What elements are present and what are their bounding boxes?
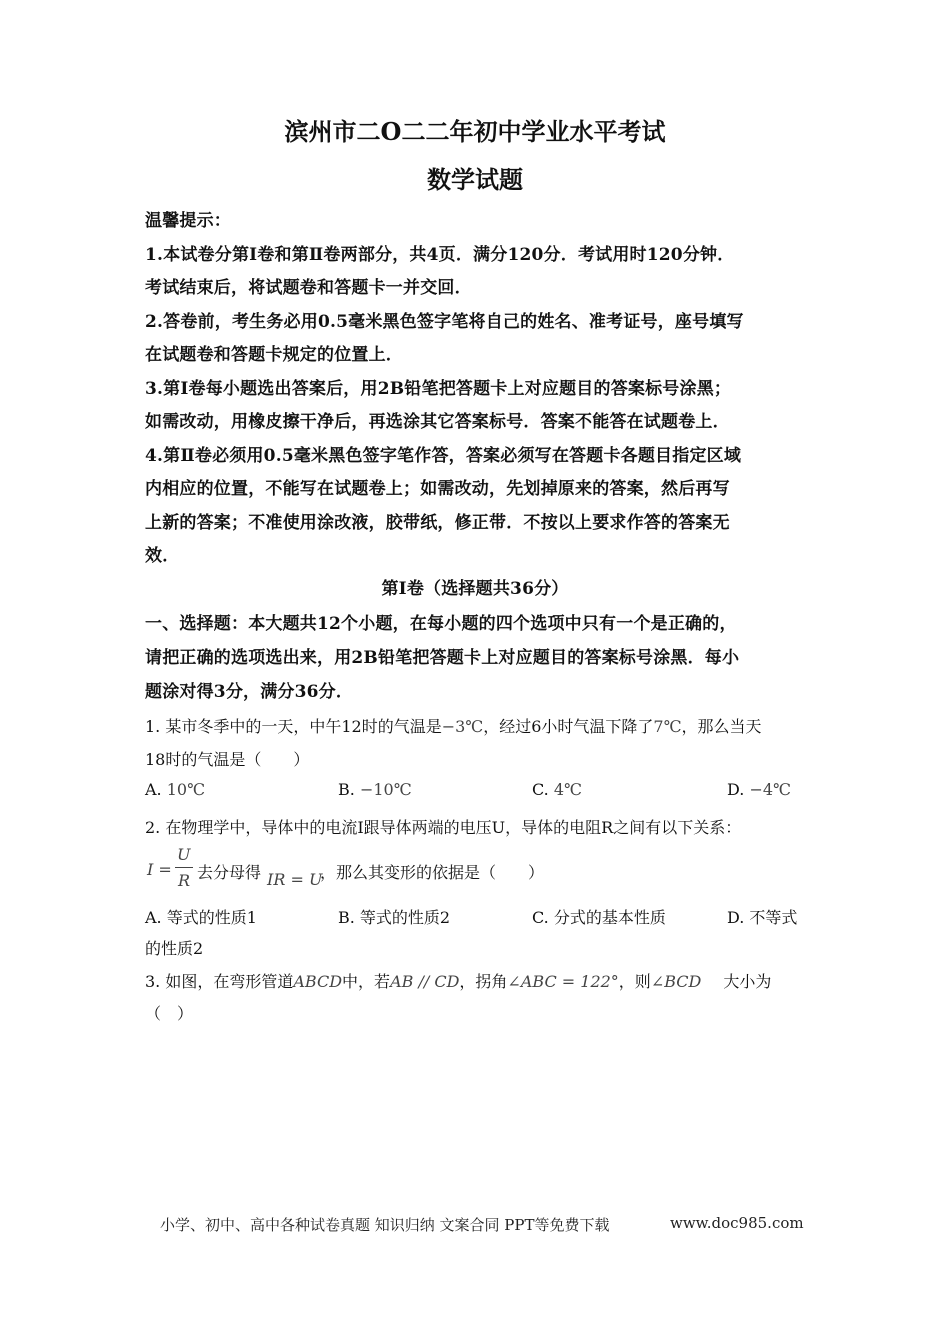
tip-line: 如需改动，用橡皮擦干净后，再选涂其它答案标号．答案不能答在试题卷上． [145, 412, 730, 432]
option-label: A. [145, 780, 167, 799]
q2-option-a[interactable]: A. 等式的性质1 [145, 908, 257, 927]
option-label: B. [338, 780, 360, 799]
q2-option-c[interactable]: C. 分式的基本性质 [532, 908, 666, 927]
option-label: D. [727, 780, 750, 799]
section-intro-line: 请把正确的选项选出来，用2B铅笔把答题卡上对应题目的答案标号涂黑．每小 [145, 648, 740, 668]
q1-temp-noon: −3℃ [441, 717, 484, 736]
tip-line: 1.本试卷分第Ⅰ卷和第Ⅱ卷两部分，共4页．满分120分．考试用时120分钟． [145, 245, 735, 265]
option-value: −10℃ [359, 780, 412, 799]
q2-fraction-denominator: R [178, 871, 191, 890]
section-title: 第Ⅰ卷（选择题共36分） [381, 579, 569, 599]
exam-subtitle: 数学试题 [427, 165, 523, 194]
q3-pipe-label: ABCD [293, 972, 343, 991]
tip-line: 上新的答案；不准使用涂改液，胶带纸，修正带．不按以上要求作答的答案无 [145, 513, 730, 533]
q2-formula-rhs: IR = U [267, 870, 323, 889]
option-value: −4℃ [749, 780, 791, 799]
q2-fraction-numerator: U [177, 845, 191, 864]
q2-text: ，那么其变形的依据是（ ） [320, 863, 545, 882]
q1-option-b[interactable] [338, 780, 412, 799]
q1-text: 1. 某市冬季中的一天，中午12时的气温是 [145, 717, 442, 736]
q2-formula-lhs: I = [147, 860, 172, 879]
q3-text: 3. 如图，在弯形管道 [145, 972, 294, 991]
question-1-line2: 18时的气温是（ ） [145, 750, 310, 769]
footer-ad-text: 小学、初中、高中各种试卷真题 知识归纳 文案合同 PPT等免费下载 [160, 1216, 610, 1234]
q1-option-c[interactable] [532, 780, 582, 799]
q3-text: 大小为 [723, 972, 772, 991]
q1-text: ，经过6小时气温下降了 [483, 717, 654, 736]
q1-temp-drop: 7℃ [653, 717, 682, 736]
q1-text: ，那么当天 [681, 717, 762, 736]
question-1-line1 [145, 714, 761, 737]
q2-option-b[interactable]: B. 等式的性质2 [338, 908, 451, 927]
q2-fraction-bar [175, 867, 193, 868]
question-3-line1 [145, 969, 771, 992]
q2-text: 去分母得 [197, 863, 262, 882]
tip-line: 在试题卷和答题卡规定的位置上． [145, 345, 403, 365]
q2-option-d[interactable]: D. 不等式 [727, 908, 798, 927]
section-intro-line: 题涂对得3分，满分36分． [145, 682, 354, 702]
q1-option-a[interactable] [145, 780, 205, 799]
section-intro-line: 一、选择题：本大题共12个小题，在每小题的四个选项中只有一个是正确的， [145, 614, 737, 634]
tip-line: 4.第Ⅱ卷必须用0.5毫米黑色签字笔作答，答案必须写在答题卡各题目指定区域 [145, 446, 742, 466]
q3-angle-asked: ∠BCD [650, 972, 702, 991]
tip-line: 2.答卷前，考生务必用0.5毫米黑色签字笔将自己的姓名、准考证号，座号填写 [145, 312, 744, 332]
q3-text: 中，若 [342, 972, 391, 991]
question-2-line1: 2. 在物理学中，导体中的电流Ⅰ跟导体两端的电压U，导体的电阻R之间有以下关系： [145, 818, 742, 837]
tips-heading: 温馨提示： [145, 211, 231, 231]
tip-line: 3.第Ⅰ卷每小题选出答案后，用2B铅笔把答题卡上对应题目的答案标号涂黑； [145, 379, 732, 399]
option-value: 10℃ [166, 780, 205, 799]
question-3-line2: （ ） [145, 1004, 194, 1023]
option-label: C. [532, 780, 554, 799]
q2-option-d-wrap: 的性质2 [145, 939, 204, 958]
tip-line: 考试结束后，将试题卷和答题卡一并交回． [145, 278, 472, 298]
q3-parallel-condition: AB // CD [390, 972, 460, 991]
q3-text: ，则 [618, 972, 651, 991]
q3-angle-given: ∠ABC = 122° [507, 972, 619, 991]
footer-website-link[interactable]: www.doc985.com [670, 1214, 804, 1232]
option-value: 4℃ [553, 780, 582, 799]
tip-line: 内相应的位置，不能写在试题卷上；如需改动，先划掉原来的答案，然后再写 [145, 479, 730, 499]
q1-option-d[interactable] [727, 780, 791, 799]
tip-line: 效． [145, 546, 180, 566]
q3-text: ，拐角 [459, 972, 508, 991]
exam-title: 滨州市二O二二年初中学业水平考试 [284, 117, 666, 146]
